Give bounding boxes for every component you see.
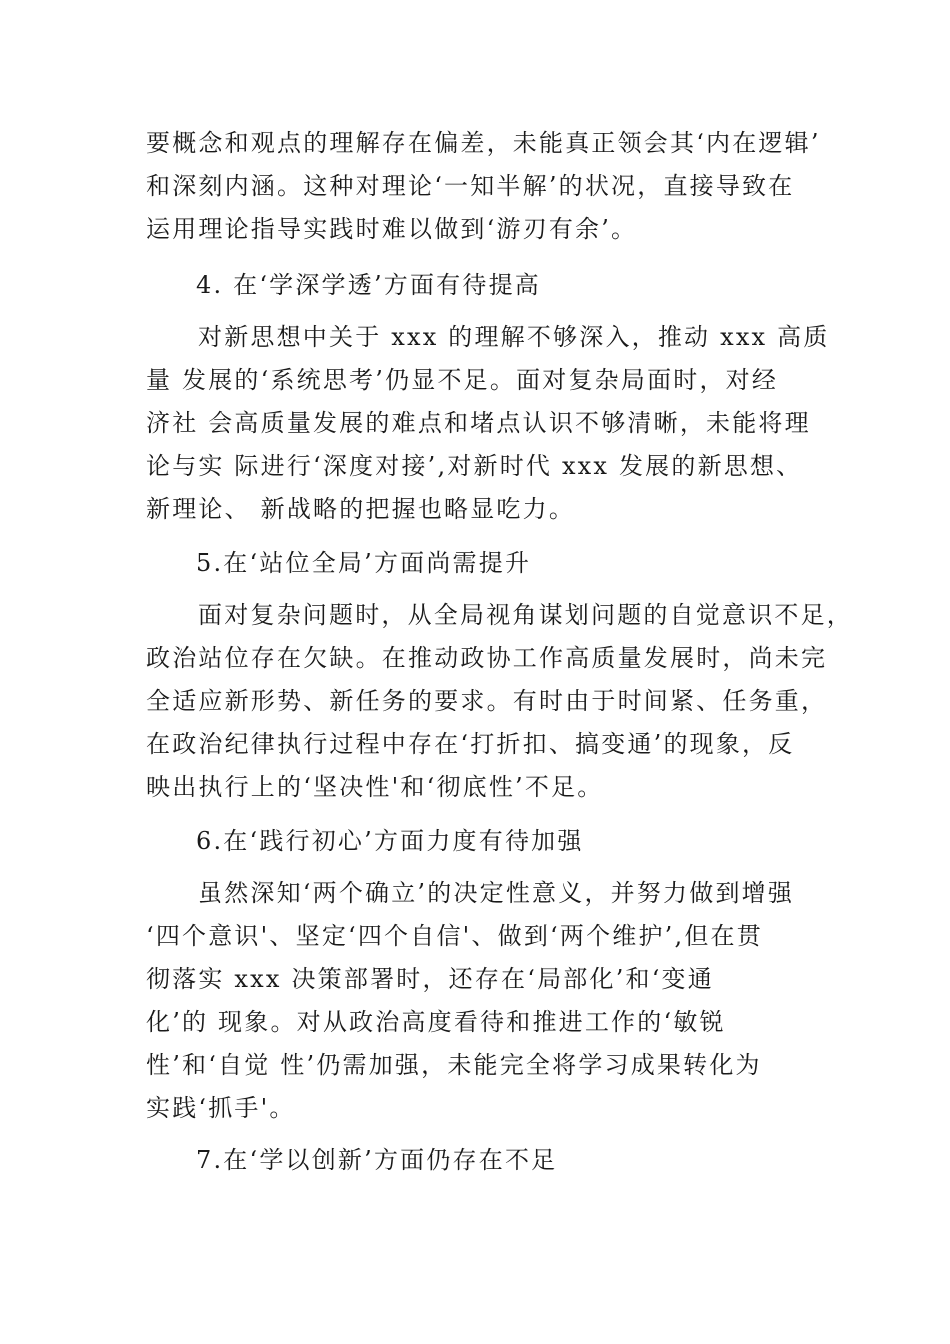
paragraph-line: 运用理论指导实践时难以做到‘游刃有余’。 bbox=[146, 215, 638, 243]
paragraph-line: 对新思想中关于 xxx 的理解不够深入，推动 xxx 高质 bbox=[198, 323, 830, 351]
paragraph-line: 化’的 现象。对从政治高度看待和推进工作的‘敏锐 bbox=[146, 1008, 726, 1036]
paragraph-line: 和深刻内涵。这种对理论‘一知半解’的状况，直接导致在 bbox=[146, 172, 795, 200]
paragraph-line: 要概念和观点的理解存在偏差，未能真正领会其‘内在逻辑’ bbox=[146, 129, 821, 157]
paragraph-line: 政治站位存在欠缺。在推动政协工作高质量发展时，尚未完 bbox=[146, 644, 828, 672]
paragraph-line: 论与实 际进行‘深度对接’,对新时代 xxx 发展的新思想、 bbox=[146, 452, 803, 480]
section-heading: 7.在‘学以创新’方面仍存在不足 bbox=[196, 1146, 558, 1174]
paragraph-line: 实践‘抓手'。 bbox=[146, 1094, 296, 1122]
paragraph-line: 全适应新形势、新任务的要求。有时由于时间紧、任务重， bbox=[146, 687, 828, 715]
paragraph-line: 面对复杂问题时，从全局视角谋划问题的自觉意识不足， bbox=[198, 601, 853, 629]
paragraph-line: 在政治纪律执行过程中存在‘打折扣、搞变通’的现象，反 bbox=[146, 730, 795, 758]
section-heading: 6.在‘践行初心’方面力度有待加强 bbox=[196, 827, 584, 855]
paragraph-line: 性’和‘自觉 性’仍需加强，未能完全将学习成果转化为 bbox=[146, 1051, 762, 1079]
paragraph-line: 济社 会高质量发展的难点和堵点认识不够清晰，未能将理 bbox=[146, 409, 811, 437]
section-heading: 4. 在‘学深学透’方面有待提高 bbox=[196, 271, 541, 299]
paragraph-line: 虽然深知‘两个确立’的决定性意义，并努力做到增强 bbox=[198, 879, 795, 907]
section-heading: 5.在‘站位全局’方面尚需提升 bbox=[196, 549, 532, 577]
paragraph-line: 彻落实 xxx 决策部署时，还存在‘局部化’和‘变通 bbox=[146, 965, 714, 993]
paragraph-line: ‘四个意识'、坚定‘四个自信'、做到‘两个维护’,但在贯 bbox=[146, 922, 763, 950]
paragraph-line: 新理论、 新战略的把握也略显吃力。 bbox=[146, 495, 576, 523]
paragraph-line: 映出执行上的‘坚决性'和‘彻底性’不足。 bbox=[146, 773, 604, 801]
paragraph-line: 量 发展的‘系统思考’仍显不足。面对复杂局面时，对经 bbox=[146, 366, 779, 394]
